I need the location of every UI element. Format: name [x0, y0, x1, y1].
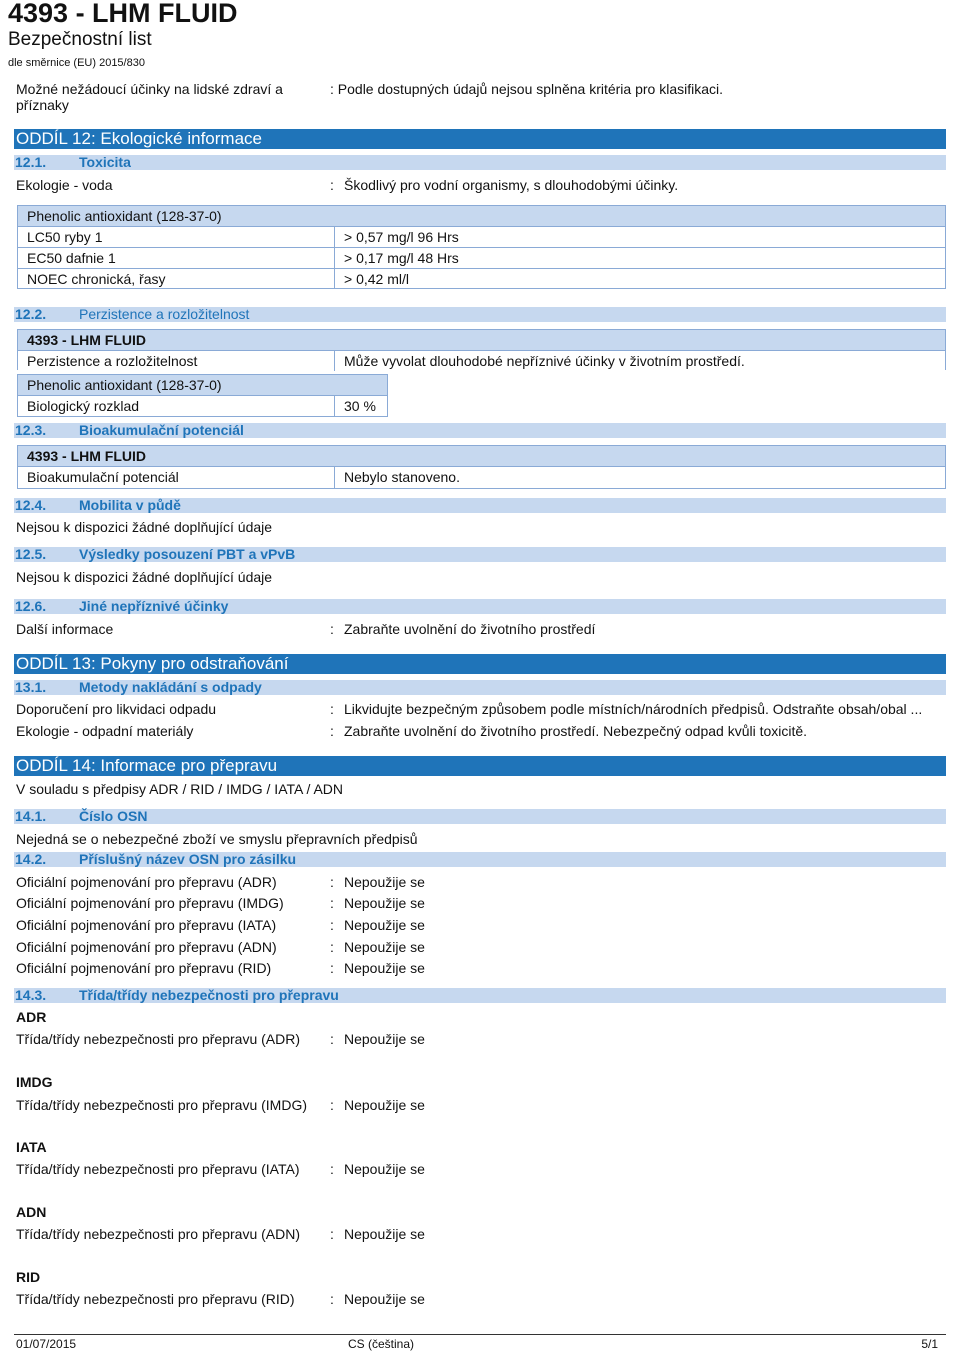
hazard-class-label: Třída/třídy nebezpečnosti pro přepravu (ADR) [16, 1031, 301, 1047]
section-12-header: ODDÍL 12: Ekologické informace [14, 129, 946, 149]
subsection-number: 14.2. [15, 851, 47, 867]
row-value: Nebylo stanoveno. [344, 469, 460, 485]
subsection-number: 12.1. [15, 154, 47, 170]
persistence-table [17, 329, 946, 370]
hazard-class-value: Nepoužije se [344, 1097, 425, 1113]
subsection-12-6 [14, 599, 946, 614]
health-effects-label-line1: Možné nežádoucí účinky na lidské zdraví a [16, 81, 283, 97]
colon-separator: : [330, 1291, 334, 1307]
shipping-name-label: Oficiální pojmenování pro přepravu (RID) [16, 960, 272, 976]
mobility-text: Nejsou k dispozici žádné doplňující údaje [16, 519, 273, 535]
column-divider [334, 227, 335, 247]
subsection-title: Jiné nepříznivé účinky [79, 598, 229, 614]
subsection-12-1 [14, 155, 946, 170]
column-divider [334, 467, 335, 488]
waste-ecology-value: Zabraňte uvolnění do životního prostředí. Nebezpečný odpad kvůli toxicitě. [344, 723, 808, 739]
colon-separator: : [330, 874, 334, 890]
document-title: 4393 - LHM FLUID [8, 0, 238, 28]
subsection-14-1 [14, 809, 946, 824]
shipping-name-label: Oficiální pojmenování pro přepravu (ADR) [16, 874, 277, 890]
row-value: 30 % [344, 398, 376, 414]
subsection-title: Příslušný název OSN pro zásilku [79, 851, 297, 867]
colon-separator: : [330, 939, 334, 955]
other-info-label: Další informace [16, 621, 114, 637]
row-label: NOEC chronická, řasy [27, 271, 166, 287]
colon-separator: : [330, 960, 334, 976]
row-value: > 0,42 ml/l [344, 271, 409, 287]
hazard-class-label: Třída/třídy nebezpečnosti pro přepravu (IATA) [16, 1161, 300, 1177]
row-label: EC50 dafnie 1 [27, 250, 116, 266]
table-row [18, 268, 945, 289]
colon-separator: : [330, 701, 334, 717]
hazard-class-value: Nepoužije se [344, 1031, 425, 1047]
shipping-name-label: Oficiální pojmenování pro přepravu (IMDG) [16, 895, 284, 911]
table-row [18, 226, 945, 247]
column-divider [334, 248, 335, 268]
biodegradation-table [17, 374, 388, 417]
table-row [18, 466, 945, 488]
shipping-name-value: Nepoužije se [344, 917, 425, 933]
table-row [18, 350, 945, 371]
row-value: Může vyvolat dlouhodobé nepříznivé účinky v životním prostředí. [344, 353, 745, 369]
hazard-class-value: Nepoužije se [344, 1291, 425, 1307]
un-number-text: Nejedná se o nebezpečné zboží ve smyslu přepravních předpisů [16, 831, 418, 847]
row-value: > 0,57 mg/l 96 Hrs [344, 229, 459, 245]
colon-separator: : [330, 895, 334, 911]
footer-language: CS (čeština) [348, 1337, 415, 1351]
footer-divider [14, 1334, 946, 1335]
subsection-title: Výsledky posouzení PBT a vPvB [79, 546, 296, 562]
row-label: LC50 ryby 1 [27, 229, 103, 245]
transport-mode-heading: ADR [16, 1009, 47, 1025]
table-row [18, 247, 945, 268]
ecology-water-value: Škodlivý pro vodní organismy, s dlouhodobými účinky. [344, 177, 679, 193]
subsection-title: Číslo OSN [79, 808, 148, 824]
shipping-name-label: Oficiální pojmenování pro přepravu (ADN) [16, 939, 277, 955]
row-label: Bioakumulační potenciál [27, 469, 179, 485]
persistence-table-header: 4393 - LHM FLUID [18, 330, 945, 350]
transport-mode-heading: RID [16, 1269, 41, 1285]
subsection-12-3 [14, 423, 946, 438]
table-row [18, 395, 387, 416]
shipping-name-value: Nepoužije se [344, 960, 425, 976]
colon-separator: : [330, 177, 334, 193]
subsection-13-1 [14, 680, 946, 695]
waste-disposal-value: Likvidujte bezpečným způsobem podle místních/národních předpisů. Odstraňte obsah/obal ... [344, 701, 923, 717]
shipping-name-label: Oficiální pojmenování pro přepravu (IATA) [16, 917, 277, 933]
subsection-title: Perzistence a rozložitelnost [79, 306, 250, 322]
transport-intro: V souladu s předpisy ADR / RID / IMDG / IATA / ADN [16, 781, 344, 797]
health-effects-value: : Podle dostupných údajů nejsou splněna kritéria pro klasifikaci. [330, 81, 724, 97]
colon-separator: : [330, 917, 334, 933]
biodegradation-table-header: Phenolic antioxidant (128-37-0) [18, 375, 387, 395]
footer-date: 01/07/2015 [16, 1337, 77, 1351]
subsection-title: Metody nakládání s odpady [79, 679, 262, 695]
subsection-title: Mobilita v půdě [79, 497, 181, 513]
subsection-number: 12.5. [15, 546, 47, 562]
bioaccumulation-table-header: 4393 - LHM FLUID [18, 446, 945, 466]
row-label: Biologický rozklad [27, 398, 140, 414]
column-divider [334, 351, 335, 371]
subsection-title: Bioakumulační potenciál [79, 422, 244, 438]
regulation-reference: dle směrnice (EU) 2015/830 [8, 57, 145, 69]
subsection-12-5 [14, 547, 946, 562]
shipping-name-value: Nepoužije se [344, 895, 425, 911]
colon-separator: : [330, 723, 334, 739]
other-info-value: Zabraňte uvolnění do životního prostředí [344, 621, 596, 637]
subsection-number: 13.1. [15, 679, 47, 695]
bioaccumulation-table [17, 445, 946, 489]
transport-mode-heading: IMDG [16, 1074, 53, 1090]
hazard-class-label: Třída/třídy nebezpečnosti pro přepravu (IMDG) [16, 1097, 308, 1113]
subsection-12-4 [14, 498, 946, 513]
hazard-class-value: Nepoužije se [344, 1161, 425, 1177]
row-label: Perzistence a rozložitelnost [27, 353, 198, 369]
ecology-water-label: Ekologie - voda [16, 177, 113, 193]
subsection-number: 12.6. [15, 598, 47, 614]
subsection-number: 14.1. [15, 808, 47, 824]
colon-separator: : [330, 621, 334, 637]
section-14-header: ODDÍL 14: Informace pro přepravu [14, 756, 946, 776]
colon-separator: : [330, 1161, 334, 1177]
subsection-12-2 [14, 307, 946, 322]
shipping-name-value: Nepoužije se [344, 939, 425, 955]
hazard-class-label: Třída/třídy nebezpečnosti pro přepravu (ADN) [16, 1226, 301, 1242]
subsection-number: 14.3. [15, 987, 47, 1003]
footer-page-number: 5/1 [921, 1337, 938, 1351]
subsection-number: 12.2. [15, 306, 47, 322]
subsection-title: Toxicita [79, 154, 131, 170]
waste-ecology-label: Ekologie - odpadní materiály [16, 723, 194, 739]
subsection-number: 12.4. [15, 497, 47, 513]
toxicity-table [17, 205, 946, 289]
subsection-14-2 [14, 852, 946, 867]
hazard-class-label: Třída/třídy nebezpečnosti pro přepravu (RID) [16, 1291, 295, 1307]
transport-mode-heading: ADN [16, 1204, 47, 1220]
toxicity-table-header: Phenolic antioxidant (128-37-0) [18, 206, 945, 226]
health-effects-label-line2: příznaky [16, 97, 69, 113]
shipping-name-value: Nepoužije se [344, 874, 425, 890]
row-value: > 0,17 mg/l 48 Hrs [344, 250, 459, 266]
transport-mode-heading: IATA [16, 1139, 47, 1155]
subsection-number: 12.3. [15, 422, 47, 438]
section-13-header: ODDÍL 13: Pokyny pro odstraňování [14, 654, 946, 674]
hazard-class-value: Nepoužije se [344, 1226, 425, 1242]
subsection-title: Třída/třídy nebezpečnosti pro přepravu [79, 987, 339, 1003]
colon-separator: : [330, 1031, 334, 1047]
document-subtitle: Bezpečnostní list [8, 29, 152, 50]
column-divider [334, 269, 335, 289]
waste-disposal-label: Doporučení pro likvidaci odpadu [16, 701, 217, 717]
subsection-14-3 [14, 988, 946, 1003]
pbt-text: Nejsou k dispozici žádné doplňující údaje [16, 569, 273, 585]
colon-separator: : [330, 1097, 334, 1113]
colon-separator: : [330, 1226, 334, 1242]
column-divider [334, 396, 335, 416]
